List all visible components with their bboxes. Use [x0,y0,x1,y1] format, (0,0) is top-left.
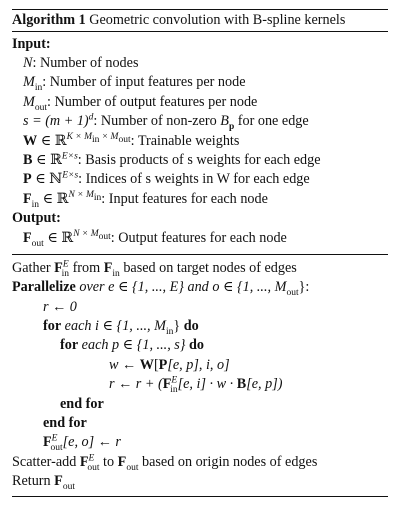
algorithm-title [12,10,388,31]
input-f-in: $F_{in}$ ∈ ℝ$^{N \times M_{in}}$: Input features for each node [23,189,268,210]
step-for-i: for each i ∈ {1, ..., $M_{in}$} do [43,318,199,337]
step-end-for-inner: end for [60,395,104,412]
algorithm-box [12,9,388,497]
output-heading: Output: [12,210,61,227]
io-block [12,32,388,254]
step-return: Return $F_{out}$ [12,473,75,493]
input-w: W ∈ ℝ$^{K \times M_{in} \times M_{out}}$: Trainable weights [23,131,240,149]
input-s: $s = (m + 1)^d$: Number of non-zero $B_p$ for one edge [23,112,309,132]
step-r-assign: r ← $r + (F^E_{in}[e$, i] · w · B[e, p]) [109,375,283,396]
step-scatter: Scatter-add $F^E_{out}$ to $F_{out}$ based on origin nodes of edges [12,453,318,473]
output-f-out: $F_{out}$ ∈ ℝ$^{N \times M_{out}}$: Output features for each node [23,228,287,249]
step-fout-assign: $F^E_{out}[e$, o] ← r [43,433,121,454]
input-p: P ∈ ℕ$^{E\times s}$: Indices of s weights in W for each edge [23,170,310,188]
step-init: r ← 0 [43,298,77,315]
step-for-p: for each p ∈ {1, ..., s} do [60,337,205,354]
input-heading: Input: [12,35,51,52]
algorithm-title-text: Geometric convolution with B-spline kernels [89,12,346,28]
step-parallelize: Parallelize over e ∈ {1, ..., E} and o ∈ {1, ..., $M_{out}$}: [12,279,310,299]
input-m-out: $M_{out}$: Number of output features per node [23,93,258,113]
step-w-assign: w ← W[P[e, p], i, o] [109,356,230,373]
input-n: N: Number of nodes [23,54,139,71]
input-b: B ∈ ℝ$^{E\times s}$: Basis products of s weights for each edge [23,151,321,168]
bottom-rule [12,496,388,497]
algorithm-label: Algorithm 1 [12,12,86,28]
step-end-for-outer: end for [43,415,87,432]
steps-block [12,255,388,496]
input-m-in: $M_{in}$: Number of input features per node [23,74,246,94]
step-gather: Gather $F^E_{in}$ from $F_{in}$ based on target nodes of edges [12,259,297,279]
